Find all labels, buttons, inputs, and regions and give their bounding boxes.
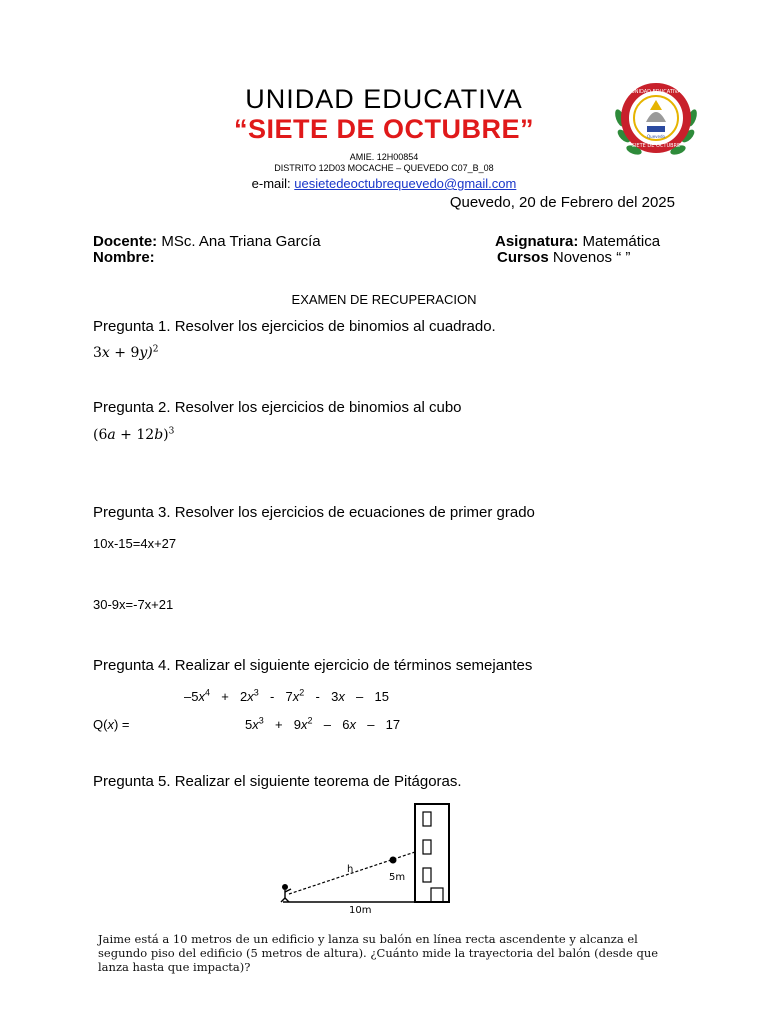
question-1: Pregunta 1. Resolver los ejercicios de binomios al cuadrado. [93,318,496,335]
label-5m: 5m [389,872,406,883]
cursos-label: Cursos [497,249,549,266]
equation-1: 10x-15=4x+27 [93,536,177,551]
school-logo [610,80,702,162]
cursos-value: Novenos “ ” [548,249,631,266]
asignatura-row [495,233,660,250]
nombre-label: Nombre: [93,249,155,266]
building [415,804,449,902]
logo-text-center: Quevedo [647,134,665,139]
email-link[interactable]: uesietedeoctubrequevedo@gmail.com [294,176,517,191]
question-3: Pregunta 3. Resolver los ejercicios de ecuaciones de primer grado [93,504,535,521]
email-label: e-mail: [251,176,295,191]
date: Quevedo, 20 de Febrero del 2025 [449,194,675,211]
person-head [282,884,288,890]
question-2: Pregunta 2. Resolver los ejercicios de binomios al cubo [93,399,462,416]
email-row [0,176,768,191]
cursos-row [497,249,630,266]
label-h: h [347,864,354,875]
question-5: Pregunta 5. Realizar el siguiente teorema de Pitágoras. [93,773,462,790]
equation-2: 30-9x=-7x+21 [93,597,174,612]
q2-expression: $(6a + 12b)^3$ [93,426,175,443]
problem-text: Jaime está a 10 metros de un edificio y lanza su balón en línea recta ascendente y alcanza el segundo piso del edificio (5 metros de altura). ¿Cuánto mide la trayectoria del balón (desde que lanza hasta que impacta)? [98,932,659,974]
amie-code: AMIE. 12H00854 [349,152,419,162]
logo-text-top: UNIDAD EDUCATIVA [631,89,681,95]
pythagoras-figure [275,798,465,918]
docente-value: MSc. Ana Triana García [157,233,321,250]
q-label: Q(x) = [93,717,130,732]
ball [390,857,397,864]
q1-expression: 3x + 9y)$^2$ [93,344,159,361]
exam-title: EXAMEN DE RECUPERACION [291,292,477,307]
docente-label: Docente: [93,233,158,250]
nombre-row [93,249,155,266]
school-subname: “SIETE DE OCTUBRE” [233,114,535,144]
polynomial-1: $-5x^4 + 2x^3 - 7x^2 - 3x - 15$ [184,687,389,704]
school-name: UNIDAD EDUCATIVA [245,84,523,114]
logo-text-bottom: SIETE DE OCTUBRE [631,143,681,149]
asignatura-label: Asignatura: [495,233,579,250]
label-10m: 10m [349,905,372,916]
district-line: DISTRITO 12D03 MOCACHE – QUEVEDO C07_B_08 [274,163,494,173]
docente-row [93,233,321,250]
asignatura-value: Matemática [578,233,661,250]
question-4: Pregunta 4. Realizar el siguiente ejercicio de términos semejantes [93,657,533,674]
polynomial-2: $5x^3 + 9x^2 - 6x - 17$ [245,715,401,732]
